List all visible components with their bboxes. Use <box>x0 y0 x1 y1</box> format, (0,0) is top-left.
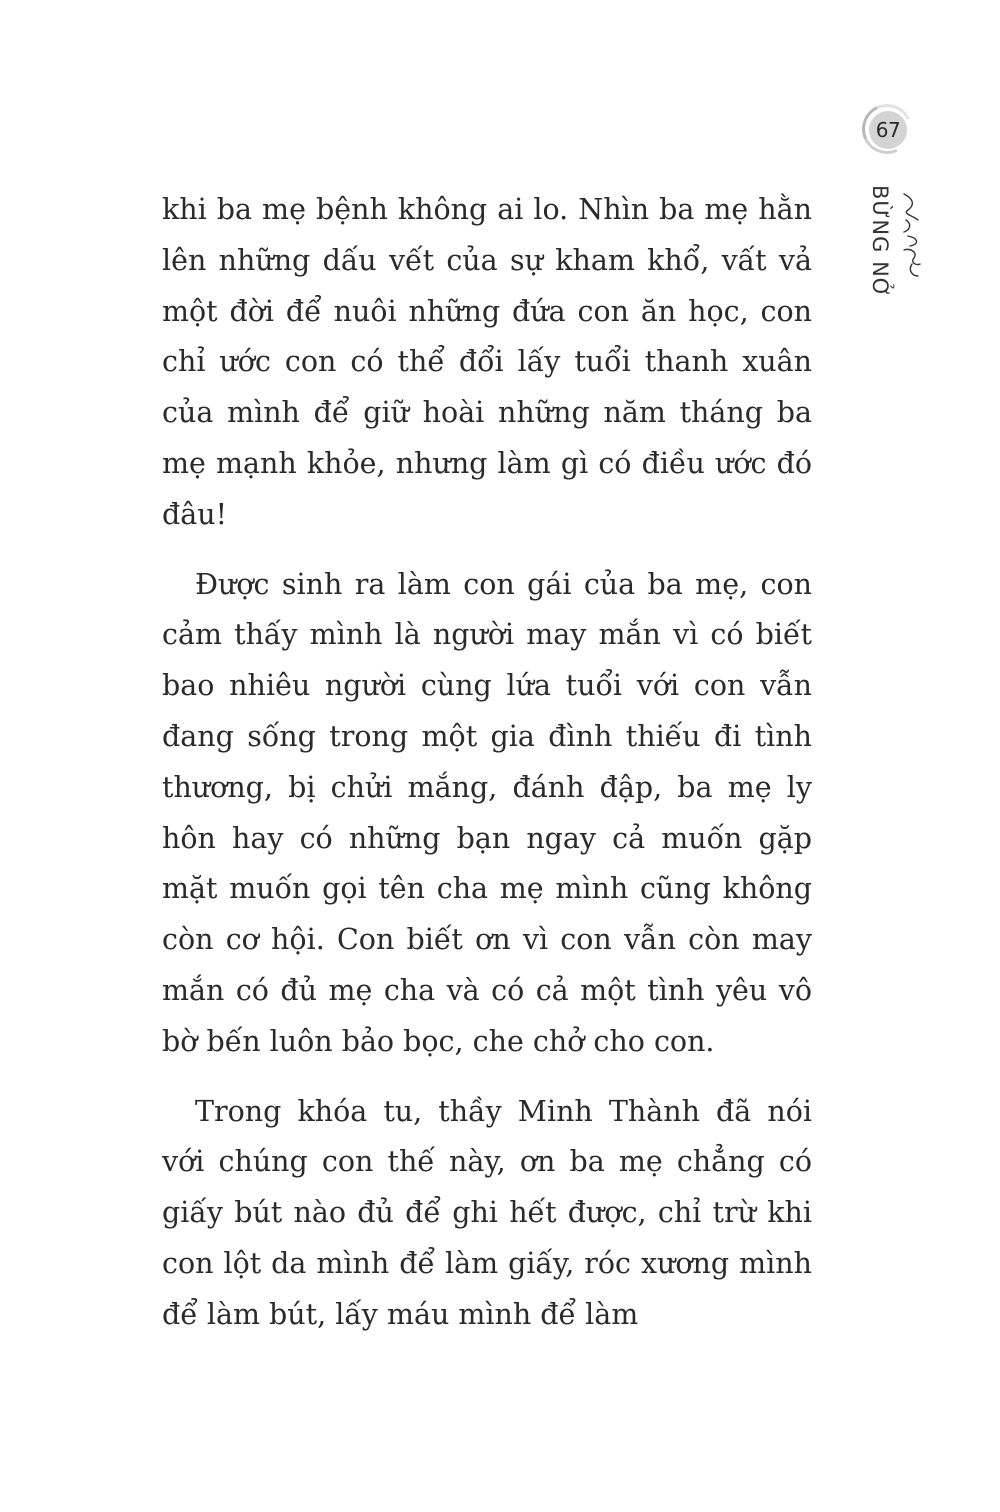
handwritten-signature-icon <box>898 190 926 280</box>
body-text <box>162 185 812 1341</box>
page-number-badge <box>862 104 914 156</box>
page-number: 67 <box>875 118 901 142</box>
paragraph: Trong khóa tu, thầy Minh Thành đã nói với chúng con thế này, ơn ba mẹ chẳng có giấy bút nào đủ để ghi hết được, chỉ trừ khi con lột da mình để làm giấy, róc xương mình để làm bút, lấy máu mình để làm <box>162 1094 812 1331</box>
paragraph-continued: khi ba mẹ bệnh không ai lo. Nhìn ba mẹ hằn lên những dấu vết của sự kham khổ, vất vả một đời để nuôi những đứa con ăn học, con chỉ ước con có thể đổi lấy tuổi thanh xuân của mình để giữ hoài những năm tháng ba mẹ mạnh khỏe, nhưng làm gì có điều ước đó đâu! <box>162 193 812 531</box>
paragraph: Được sinh ra làm con gái của ba mẹ, con cảm thấy mình là người may mắn vì có biết bao nhiêu người cùng lứa tuổi với con vẫn đang sống trong một gia đình thiếu đi tình thương, bị chửi mắng, đánh đập, ba mẹ ly hôn hay có những bạn ngay cả muốn gặp mặt muốn gọi tên cha mẹ mình cũng không còn cơ hội. Con biết ơn vì con vẫn còn may mắn có đủ mẹ cha và có cả một tình yêu vô bờ bến luôn bảo bọc, che chở cho con. <box>162 567 812 1058</box>
running-title: BỪNG NỞ <box>868 185 892 298</box>
